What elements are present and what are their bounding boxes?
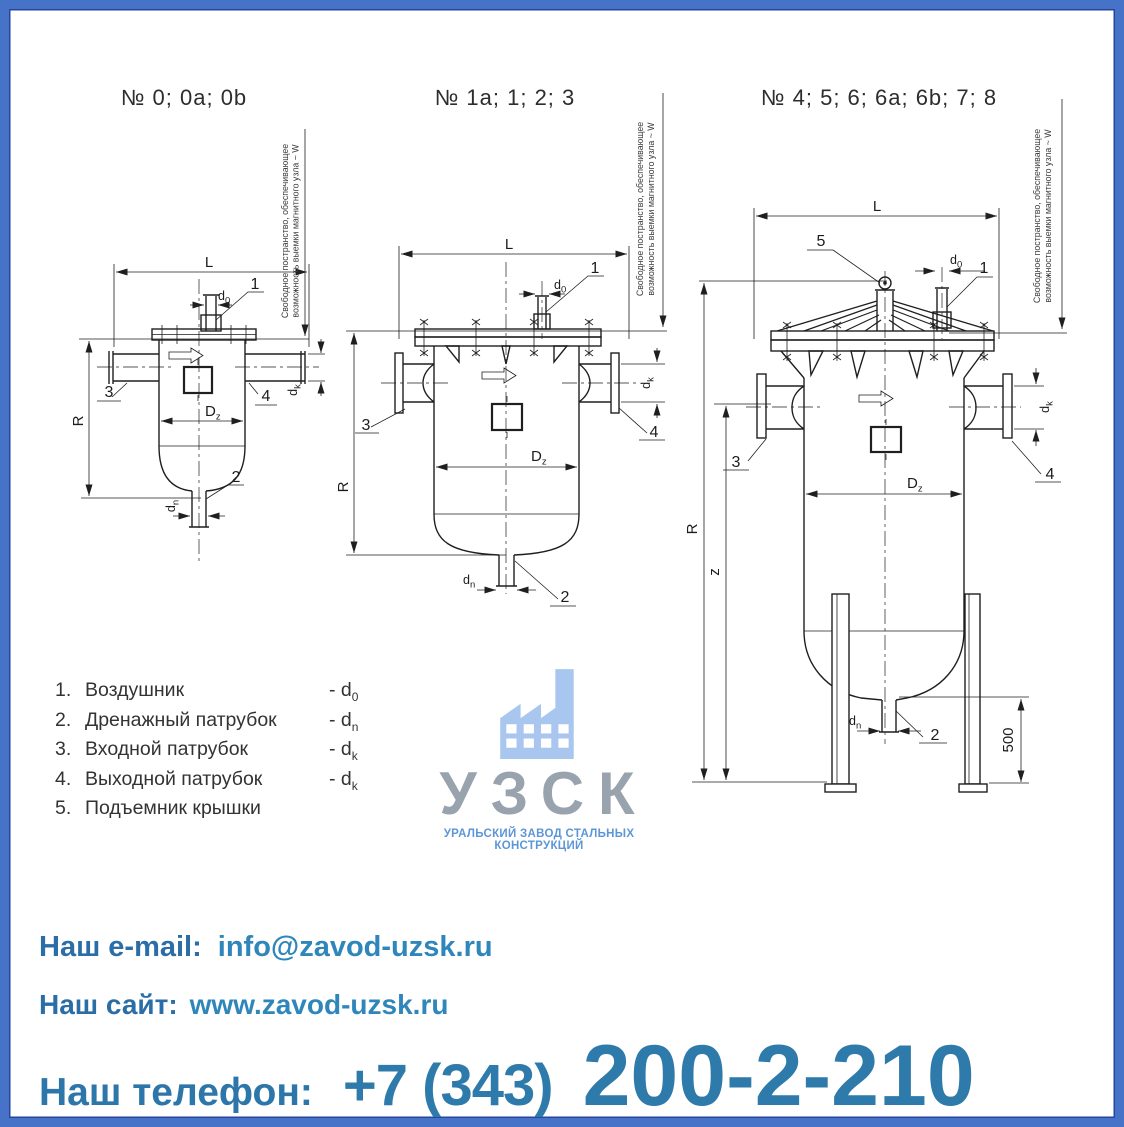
d3-dim-R: R: [684, 523, 701, 535]
phone-line: [39, 1027, 975, 1126]
d3-callout-5: 5: [816, 233, 826, 250]
email-value: info@zavod-uzsk.ru: [217, 931, 493, 963]
d2-free-space-note-2: возможность выемки магнитного узла ~ W: [646, 122, 656, 296]
d1-callout-3: 3: [104, 384, 114, 401]
drawing2-title: № 1a; 1; 2; 3: [434, 85, 576, 110]
d1-dim-dn: $d_n$: [164, 499, 182, 513]
drawing1-title: № 0; 0a; 0b: [120, 85, 248, 110]
email-label: Наш e-mail:: [39, 931, 202, 963]
d3-dim-L: L: [872, 198, 882, 215]
d2-callout-1: 1: [590, 260, 600, 277]
site-label: Наш сайт:: [39, 989, 178, 1020]
d2-free-space-note-1: Свободное постранство, обеспечивающее: [635, 121, 645, 297]
email-line: [39, 931, 493, 964]
d3-callout-2: 2: [930, 727, 940, 744]
legend-item: 5. Подъемник крышки: [55, 797, 261, 819]
d3-callout-3: 3: [731, 454, 741, 471]
d2-callout-3: 3: [361, 417, 371, 434]
d3-flow-arrow-icon: [859, 391, 893, 406]
logo-abbr: УЗСК: [439, 760, 649, 827]
site-line: [39, 989, 448, 1021]
d2-dim-dn: $d_n$: [463, 573, 476, 591]
drawing-separator-small: [70, 129, 325, 565]
d1-free-space-note-2: возможность выемки магнитного узла ~ W: [290, 144, 301, 318]
d2-dim-L: L: [504, 236, 514, 253]
d1-dim-d0: $d_0$: [218, 289, 231, 307]
d1-dim-Dz: $D_z$: [205, 403, 221, 423]
d3-dim-Dz: $D_z$: [907, 475, 923, 495]
d3-free-space-note-2: возможность выемки магнитного узла ~ W: [1043, 129, 1053, 303]
phone-code: +7 (343): [342, 1053, 553, 1118]
d2-callout-2: 2: [560, 589, 570, 606]
legend-item: 2. Дренажный патрубок - $d_n$: [55, 708, 359, 734]
d3-free-space-note-1: Свободное постранство, обеспечивающее: [1032, 128, 1042, 304]
d1-dim-R: R: [70, 415, 87, 427]
legend-item: 4. Выходной патрубок - $d_k$: [55, 767, 358, 793]
legend-item: 3. Входной патрубок - $d_k$: [55, 738, 358, 763]
d2-dim-dk: $d_k$: [639, 377, 657, 389]
uzsk-logo: [407, 665, 671, 852]
d3-dim-z: z: [706, 568, 723, 576]
d3-dim-500: 500: [1000, 727, 1017, 753]
d3-callout-1: 1: [979, 260, 989, 277]
d1-dim-dk: $d_k$: [286, 384, 304, 396]
drawing-separator-large: [684, 99, 1067, 792]
d3-dim-dk: $d_k$: [1038, 401, 1056, 413]
site-value: www.zavod-uzsk.ru: [189, 989, 449, 1020]
d2-dim-Dz: $D_z$: [531, 448, 547, 468]
d2-dim-d0: $d_0$: [554, 278, 567, 296]
d3-callout-4: 4: [1045, 466, 1055, 483]
legend-item: 1. Воздушник - $d_0$: [55, 679, 359, 704]
d1-callout-1: 1: [250, 276, 260, 293]
drawing-separator-medium: [335, 93, 667, 606]
d1-dim-L: L: [204, 254, 214, 271]
phone-number: 200-2-210: [582, 1028, 975, 1124]
d1-free-space-note-1: Свободное постранство, обеспечивающее: [280, 143, 290, 319]
phone-label: Наш телефон:: [39, 1071, 313, 1114]
d2-dim-R: R: [335, 481, 352, 493]
d3-dim-dn: $d_n$: [849, 714, 862, 732]
d3-dim-d0: $d_0$: [950, 253, 963, 271]
logo-subtitle: УРАЛЬСКИЙ ЗАВОД СТАЛЬНЫХ КОНСТРУКЦИЙ: [443, 828, 635, 852]
d2-flow-arrow-icon: [482, 368, 516, 383]
d1-callout-4: 4: [261, 388, 271, 405]
parts-legend: [55, 679, 385, 827]
d1-callout-2: 2: [231, 469, 241, 486]
d2-callout-4: 4: [649, 424, 659, 441]
factory-icon: [497, 665, 581, 761]
drawing3-title: № 4; 5; 6; 6a; 6b; 7; 8: [760, 85, 998, 110]
